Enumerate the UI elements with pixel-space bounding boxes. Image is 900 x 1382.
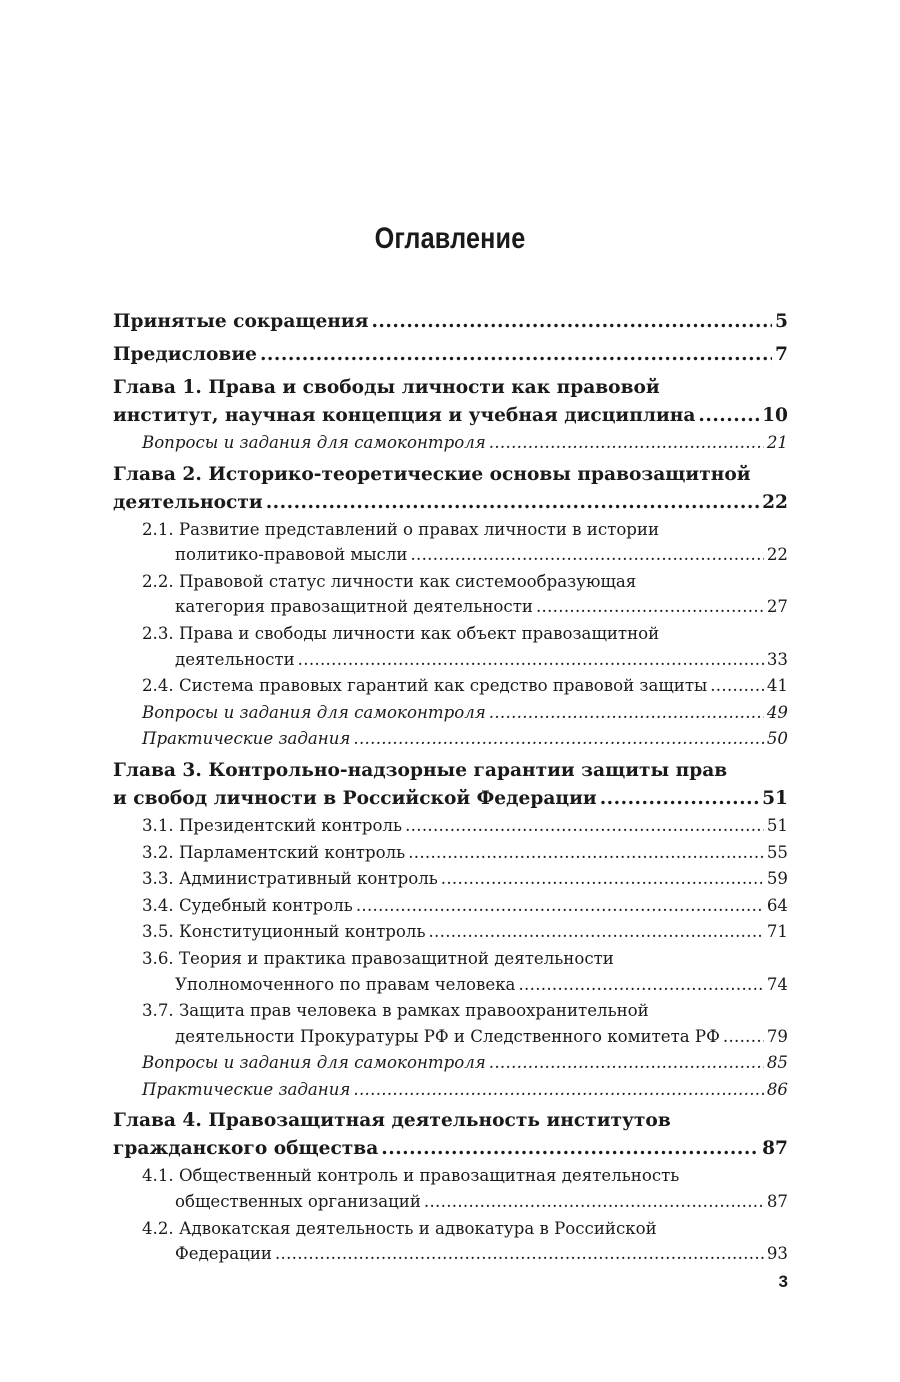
dot-leader	[698, 402, 759, 430]
toc-entry-title: 3.1. Президентский контроль	[142, 815, 403, 835]
toc-section[interactable]	[113, 569, 788, 620]
toc-entry-title-cont: институт, научная концепция и учебная дисциплина	[113, 405, 696, 426]
toc-section[interactable]	[113, 840, 788, 866]
toc-page-number: 50	[766, 729, 788, 749]
dot-leader	[353, 1077, 763, 1103]
dot-leader	[723, 1024, 764, 1050]
toc-page-number: 74	[766, 974, 788, 994]
toc-entry-title-cont: деятельности Прокуратуры РФ и Следственного комитета РФ	[175, 1026, 720, 1046]
toc-entry-title: Глава 2. Историко-теоретические основы правозащитной	[113, 463, 751, 485]
toc-entry-title: Глава 3. Контрольно-надзорные гарантии защиты прав	[113, 759, 728, 781]
dot-leader	[428, 919, 763, 945]
toc-entry-title: 4.2. Адвокатская деятельность и адвокатура в Российской	[142, 1218, 657, 1238]
toc-page-number: 93	[766, 1244, 788, 1264]
toc-section[interactable]	[113, 1216, 788, 1267]
dot-leader	[536, 594, 764, 620]
toc-page-number: 51	[762, 787, 788, 809]
dot-leader	[410, 542, 763, 568]
toc-entry-title-cont: общественных организаций	[175, 1192, 421, 1212]
toc-entry-title-cont: гражданского общества	[113, 1138, 379, 1160]
toc-chapter-1-sections	[113, 430, 788, 456]
toc-section[interactable]	[113, 1163, 788, 1214]
toc-entry-title: 2.3. Права и свободы личности как объект правозащитной	[142, 623, 660, 643]
toc-chapter-4-sections	[113, 1163, 788, 1266]
toc-entry-title: Вопросы и задания для самоконтроля	[142, 433, 486, 452]
toc-entry-title: Принятые сокращения	[113, 311, 369, 332]
toc-entry-title: 3.3. Административный контроль	[142, 869, 438, 889]
dot-leader	[353, 726, 763, 752]
toc-page-number: 51	[766, 815, 788, 835]
toc-page-number: 41	[766, 676, 788, 696]
dot-leader	[408, 840, 764, 866]
toc-entry-title-cont: политико-правовой мысли	[175, 545, 408, 565]
toc-section[interactable]	[113, 700, 788, 726]
toc-entry-abbreviations[interactable]	[113, 308, 788, 336]
dot-leader	[489, 700, 764, 726]
toc-page-number: 5	[775, 311, 788, 332]
dot-leader	[441, 866, 764, 892]
toc-page-number: 22	[766, 545, 788, 565]
toc-page-number: 87	[766, 1192, 788, 1212]
dot-leader	[518, 972, 763, 998]
toc-entry-title-cont: и свобод личности в Российской Федерации	[113, 787, 597, 809]
page-title: Оглавление	[374, 222, 526, 255]
toc-entry-title: Глава 1. Права и свободы личности как правовой	[113, 377, 660, 398]
toc-page-number: 59	[766, 869, 788, 889]
toc-chapter-3-sections	[113, 813, 788, 1103]
toc-entry-title: Предисловие	[113, 344, 257, 365]
toc-page-number: 55	[766, 842, 788, 862]
toc-entry-title-cont: Федерации	[175, 1244, 272, 1264]
toc-entry-title: Практические задания	[142, 1079, 351, 1099]
toc-section[interactable]	[113, 1077, 788, 1103]
dot-leader	[405, 813, 764, 839]
toc-entry-title: 2.2. Правовой статус личности как системообразующая	[142, 571, 637, 591]
toc-page-number: 71	[766, 922, 788, 942]
dot-leader	[710, 673, 764, 699]
toc-section[interactable]	[113, 430, 788, 456]
toc-section[interactable]	[113, 813, 788, 839]
toc-page-number: 79	[766, 1026, 788, 1046]
toc-section[interactable]	[113, 919, 788, 945]
toc-entry-title: 3.2. Парламентский контроль	[142, 842, 406, 862]
toc-chapter-2-sections	[113, 517, 788, 752]
toc-page-number: 22	[762, 491, 788, 513]
toc-entry-title: 3.4. Судебный контроль	[142, 895, 353, 915]
toc-entry-title-cont: Уполномоченного по правам человека	[175, 974, 516, 994]
toc-chapter-4[interactable]	[113, 1107, 788, 1163]
toc-entry-title: 2.4. Система правовых гарантий как средство правовой защиты	[142, 676, 708, 696]
toc-entry-title-cont: деятельности	[175, 649, 295, 669]
table-of-contents	[113, 308, 788, 1267]
toc-section[interactable]	[113, 1050, 788, 1076]
toc-chapter-2[interactable]	[113, 461, 788, 517]
dot-leader	[600, 785, 759, 813]
toc-page-number: 87	[762, 1138, 788, 1160]
toc-section[interactable]	[113, 517, 788, 568]
toc-entry-title: 2.1. Развитие представлений о правах личности в истории	[142, 519, 660, 539]
dot-leader	[424, 1189, 764, 1215]
dot-leader	[260, 341, 772, 369]
dot-leader	[266, 489, 759, 517]
toc-section[interactable]	[113, 998, 788, 1049]
toc-entry-title: Вопросы и задания для самоконтроля	[142, 702, 486, 722]
toc-entry-title: 4.1. Общественный контроль и правозащитная деятельность	[142, 1166, 680, 1186]
dot-leader	[298, 647, 764, 673]
toc-page-number: 85	[766, 1053, 788, 1073]
toc-section[interactable]	[113, 673, 788, 699]
page-number: 3	[778, 1272, 788, 1291]
toc-page-number: 49	[766, 702, 788, 722]
dot-leader	[489, 430, 764, 456]
dot-leader	[275, 1241, 764, 1267]
toc-chapter-1[interactable]	[113, 374, 788, 430]
toc-entry-title: Глава 4. Правозащитная деятельность институтов	[113, 1110, 671, 1132]
toc-entry-title: 3.7. Защита прав человека в рамках правоохранительной	[142, 1001, 649, 1021]
dot-leader	[371, 308, 772, 336]
toc-page-number: 21	[766, 433, 788, 452]
toc-chapter-3[interactable]	[113, 757, 788, 813]
toc-entry-title: 3.6. Теория и практика правозащитной деятельности	[142, 948, 614, 968]
toc-entry-title: Практические задания	[142, 729, 351, 749]
toc-page-number: 7	[775, 344, 788, 365]
toc-page-number: 86	[766, 1079, 788, 1099]
toc-page-number: 33	[766, 649, 788, 669]
toc-section[interactable]	[113, 621, 788, 672]
toc-page-number: 10	[762, 405, 788, 426]
toc-section[interactable]	[113, 866, 788, 892]
dot-leader	[356, 893, 764, 919]
toc-entry-title-cont: категория правозащитной деятельности	[175, 597, 533, 617]
toc-entry-preface[interactable]	[113, 341, 788, 369]
toc-entry-title: 3.5. Конституционный контроль	[142, 922, 426, 942]
toc-section[interactable]	[113, 946, 788, 997]
toc-page-number: 27	[766, 597, 788, 617]
toc-entry-title: Вопросы и задания для самоконтроля	[142, 1053, 486, 1073]
toc-section[interactable]	[113, 893, 788, 919]
toc-entry-title-cont: деятельности	[113, 491, 263, 513]
dot-leader	[489, 1050, 764, 1076]
toc-section[interactable]	[113, 726, 788, 752]
dot-leader	[381, 1135, 759, 1163]
toc-page-number: 64	[766, 895, 788, 915]
